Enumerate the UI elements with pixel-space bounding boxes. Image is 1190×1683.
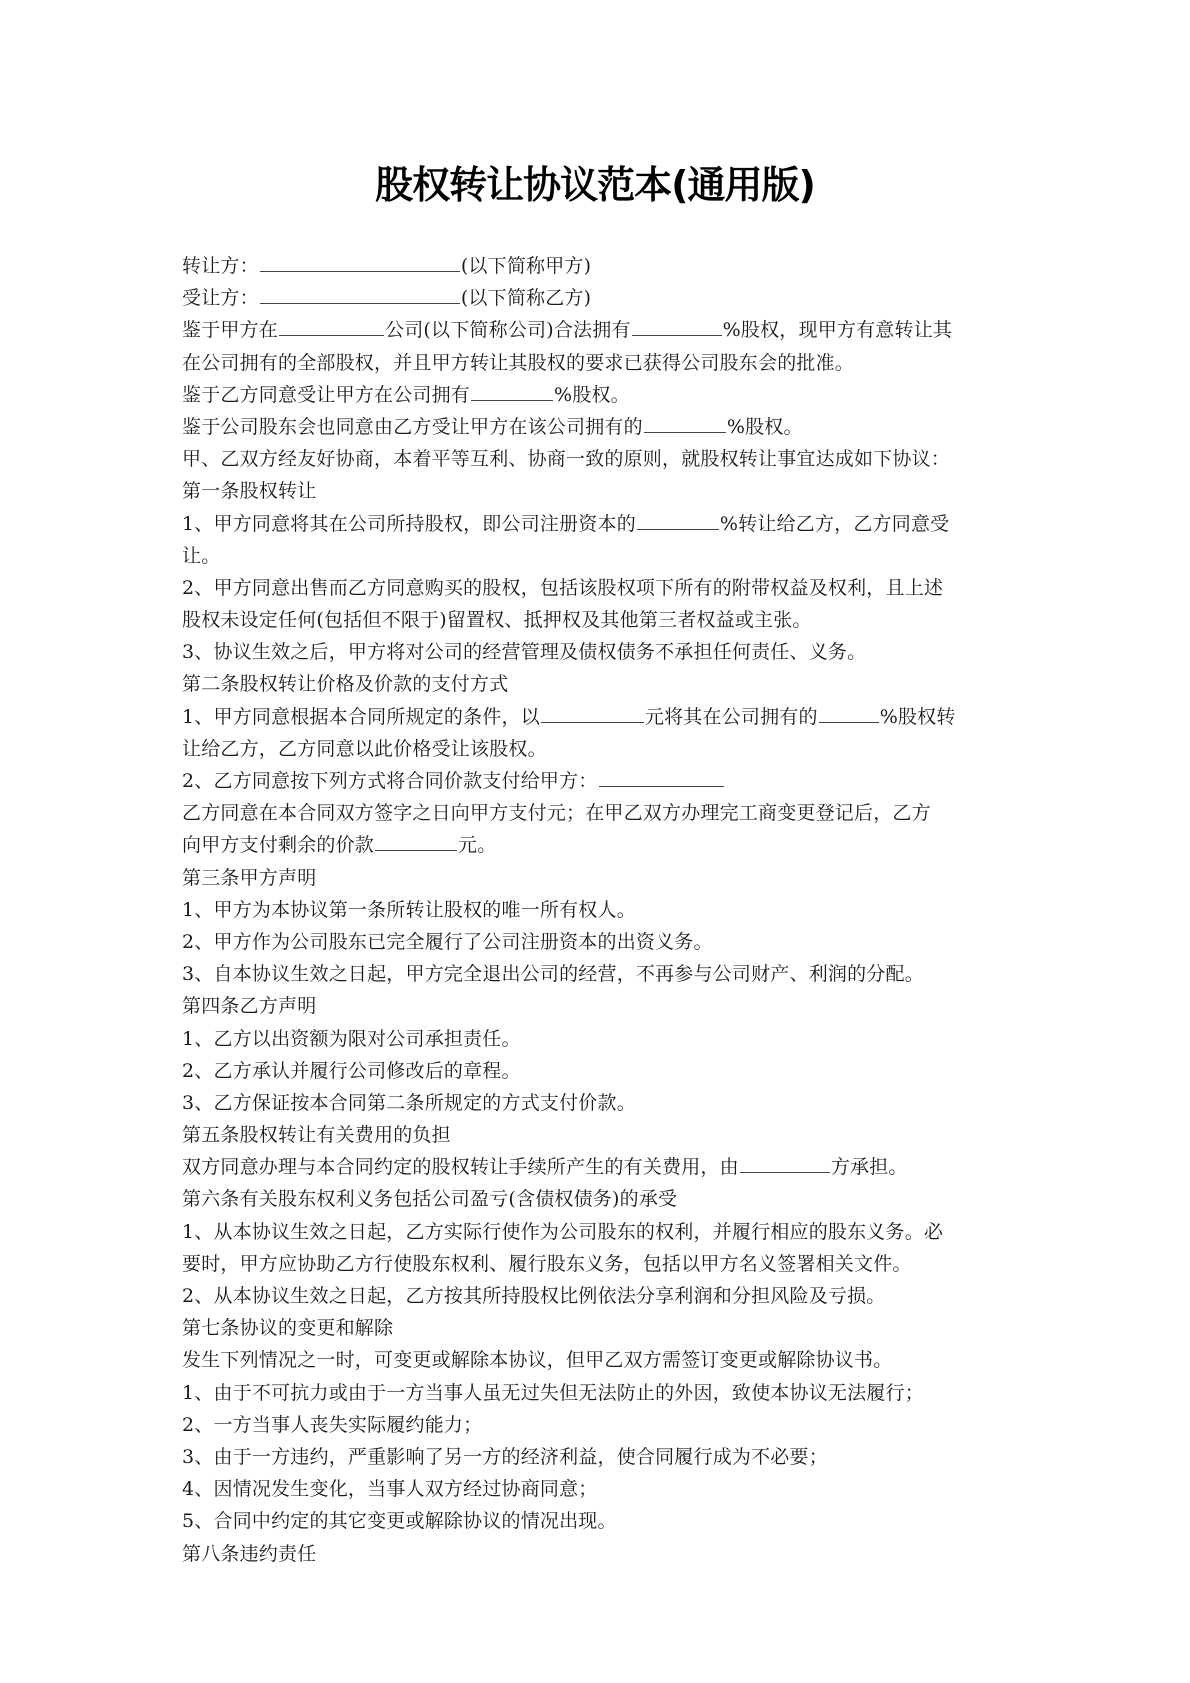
document-line bbox=[182, 1441, 1022, 1473]
document-line bbox=[182, 604, 1022, 636]
line-text: %股权。 bbox=[726, 415, 803, 438]
document-line bbox=[182, 411, 1022, 443]
line-text: 1、甲方为本协议第一条所转让股权的唯一所有权人。 bbox=[182, 898, 636, 921]
line-text: 1、从本协议生效之日起，乙方实际行使作为公司股东的权利，并履行相应的股东义务。必 bbox=[182, 1220, 944, 1243]
line-text: 2、乙方承认并履行公司修改后的章程。 bbox=[182, 1059, 521, 1082]
line-text: 4、因情况发生变化，当事人双方经过协商同意； bbox=[182, 1478, 598, 1501]
line-text: 第二条股权转让价格及价款的支付方式 bbox=[182, 673, 509, 696]
line-text: 2、乙方同意按下列方式将合同价款支付给甲方： bbox=[182, 770, 598, 792]
document-line bbox=[182, 1505, 1022, 1537]
document-line bbox=[182, 1183, 1022, 1215]
document-line bbox=[182, 1055, 1022, 1087]
line-text: 鉴于乙方同意受让甲方在公司拥有 bbox=[182, 383, 471, 406]
document-line bbox=[182, 1344, 1022, 1376]
document-line bbox=[182, 733, 1022, 765]
document-line bbox=[182, 1119, 1022, 1151]
document-line bbox=[182, 1087, 1022, 1119]
document-line bbox=[182, 1473, 1022, 1505]
line-text: 第一条股权转让 bbox=[182, 480, 317, 503]
line-text: 让。 bbox=[182, 544, 221, 567]
line-text: %转让给乙方，乙方同意受 bbox=[719, 512, 950, 535]
line-text: 鉴于甲方在 bbox=[182, 319, 279, 342]
line-text: %股权转 bbox=[879, 705, 956, 728]
fill-in-blank bbox=[644, 412, 726, 433]
line-text: 1、乙方以出资额为限对公司承担责任。 bbox=[182, 1027, 521, 1050]
document-line bbox=[182, 926, 1022, 958]
line-text: 公司(以下简称公司)合法拥有 bbox=[385, 319, 631, 342]
document-line bbox=[182, 636, 1022, 668]
document-line bbox=[182, 668, 1022, 700]
document-line bbox=[182, 701, 1022, 733]
line-text: 2、从本协议生效之日起，乙方按其所持股权比例依法分享利润和分担风险及亏损。 bbox=[182, 1285, 886, 1307]
document-line bbox=[182, 797, 1022, 829]
line-text: (以下简称乙方) bbox=[460, 287, 592, 310]
line-text: 1、由于不可抗力或由于一方当事人虽无过失但无法防止的外因，致使本协议无法履行； bbox=[182, 1381, 924, 1404]
document-line bbox=[182, 862, 1022, 894]
document-line bbox=[182, 1023, 1022, 1055]
document-line bbox=[182, 1312, 1022, 1344]
document-body bbox=[182, 250, 1022, 1570]
line-text: 第七条协议的变更和解除 bbox=[182, 1317, 394, 1340]
line-text: 甲、乙双方经友好协商，本着平等互利、协商一致的原则，就股权转让事宜达成如下协议： bbox=[182, 448, 951, 471]
line-text: 乙方同意在本合同双方签字之日向甲方支付元；在甲乙双方办理完工商变更登记后，乙方 bbox=[182, 802, 931, 825]
fill-in-blank bbox=[819, 702, 879, 723]
document-line bbox=[182, 379, 1022, 411]
document-line bbox=[182, 508, 1022, 540]
line-text: 元将其在公司拥有的 bbox=[644, 705, 818, 728]
fill-in-blank bbox=[260, 283, 460, 304]
line-text: (以下简称甲方) bbox=[460, 255, 592, 277]
fill-in-blank bbox=[471, 380, 553, 401]
line-text: 要时，甲方应协助乙方行使股东权利、履行股东义务，包括以甲方名义签署相关文件。 bbox=[182, 1252, 912, 1275]
document-line bbox=[182, 1151, 1022, 1183]
document-line bbox=[182, 347, 1022, 379]
document-line bbox=[182, 958, 1022, 990]
document-line bbox=[182, 540, 1022, 572]
fill-in-blank bbox=[279, 315, 384, 336]
line-text: 第六条有关股东权利义务包括公司盈亏(含债权债务)的承受 bbox=[182, 1188, 678, 1211]
line-text: 3、协议生效之后，甲方将对公司的经营管理及债权债务不承担任何责任、义务。 bbox=[182, 641, 867, 664]
line-text: 5、合同中约定的其它变更或解除协议的情况出现。 bbox=[182, 1510, 617, 1533]
fill-in-blank bbox=[740, 1152, 830, 1173]
line-text: 第四条乙方声明 bbox=[182, 995, 317, 1018]
fill-in-blank bbox=[632, 315, 722, 336]
line-text: 双方同意办理与本合同约定的股权转让手续所产生的有关费用，由 bbox=[182, 1156, 739, 1179]
document-line bbox=[182, 250, 1022, 282]
line-text: 1、甲方同意将其在公司所持股权，即公司注册资本的 bbox=[182, 512, 636, 535]
document-line bbox=[182, 314, 1022, 346]
line-text: 2、甲方作为公司股东已完全履行了公司注册资本的出资义务。 bbox=[182, 930, 713, 953]
line-text: 鉴于公司股东会也同意由乙方受让甲方在该公司拥有的 bbox=[182, 415, 643, 438]
document-line bbox=[182, 829, 1022, 861]
line-text: %股权。 bbox=[554, 383, 630, 406]
document-line bbox=[182, 1248, 1022, 1280]
document-line bbox=[182, 1216, 1022, 1248]
document-line bbox=[182, 282, 1022, 314]
line-text: %股权，现甲方有意转让其 bbox=[722, 319, 953, 342]
line-text: 在公司拥有的全部股权，并且甲方转让其股权的要求已获得公司股东会的批准。 bbox=[182, 351, 855, 374]
document-line bbox=[182, 475, 1022, 507]
fill-in-blank bbox=[599, 766, 724, 787]
document-line bbox=[182, 1377, 1022, 1409]
line-text: 3、乙方保证按本合同第二条所规定的方式支付价款。 bbox=[182, 1091, 636, 1114]
document-title: 股权转让协议范本(通用版) bbox=[375, 163, 815, 207]
line-text: 2、甲方同意出售而乙方同意购买的股权，包括该股权项下所有的附带权益及权利，且上述 bbox=[182, 576, 944, 599]
fill-in-blank bbox=[260, 251, 460, 272]
fill-in-blank bbox=[637, 509, 719, 530]
fill-in-blank bbox=[375, 830, 457, 851]
line-text: 受让方： bbox=[182, 287, 259, 310]
document-line bbox=[182, 1280, 1022, 1312]
line-text: 发生下列情况之一时，可变更或解除本协议，但甲乙双方需签订变更或解除协议书。 bbox=[182, 1349, 893, 1372]
line-text: 让给乙方，乙方同意以此价格受让该股权。 bbox=[182, 737, 547, 760]
line-text: 第三条甲方声明 bbox=[182, 866, 317, 889]
line-text: 第八条违约责任 bbox=[182, 1542, 317, 1565]
line-text: 第五条股权转让有关费用的负担 bbox=[182, 1124, 451, 1147]
document-line bbox=[182, 765, 1022, 797]
document-line bbox=[182, 572, 1022, 604]
line-text: 3、自本协议生效之日起，甲方完全退出公司的经营，不再参与公司财产、利润的分配。 bbox=[182, 963, 924, 986]
line-text: 元。 bbox=[458, 834, 497, 857]
line-text: 转让方： bbox=[182, 255, 259, 277]
document-line bbox=[182, 443, 1022, 475]
document-line bbox=[182, 990, 1022, 1022]
line-text: 方承担。 bbox=[830, 1156, 908, 1179]
line-text: 3、由于一方违约，严重影响了另一方的经济利益，使合同履行成为不必要； bbox=[182, 1445, 828, 1468]
line-text: 1、甲方同意根据本合同所规定的条件，以 bbox=[182, 705, 540, 728]
line-text: 向甲方支付剩余的价款 bbox=[182, 834, 375, 857]
document-line bbox=[182, 894, 1022, 926]
fill-in-blank bbox=[541, 702, 644, 723]
document-line bbox=[182, 1409, 1022, 1441]
document-line bbox=[182, 1538, 1022, 1570]
line-text: 2、一方当事人丧失实际履约能力； bbox=[182, 1413, 483, 1436]
line-text: 股权未设定任何(包括但不限于)留置权、抵押权及其他第三者权益或主张。 bbox=[182, 609, 812, 632]
